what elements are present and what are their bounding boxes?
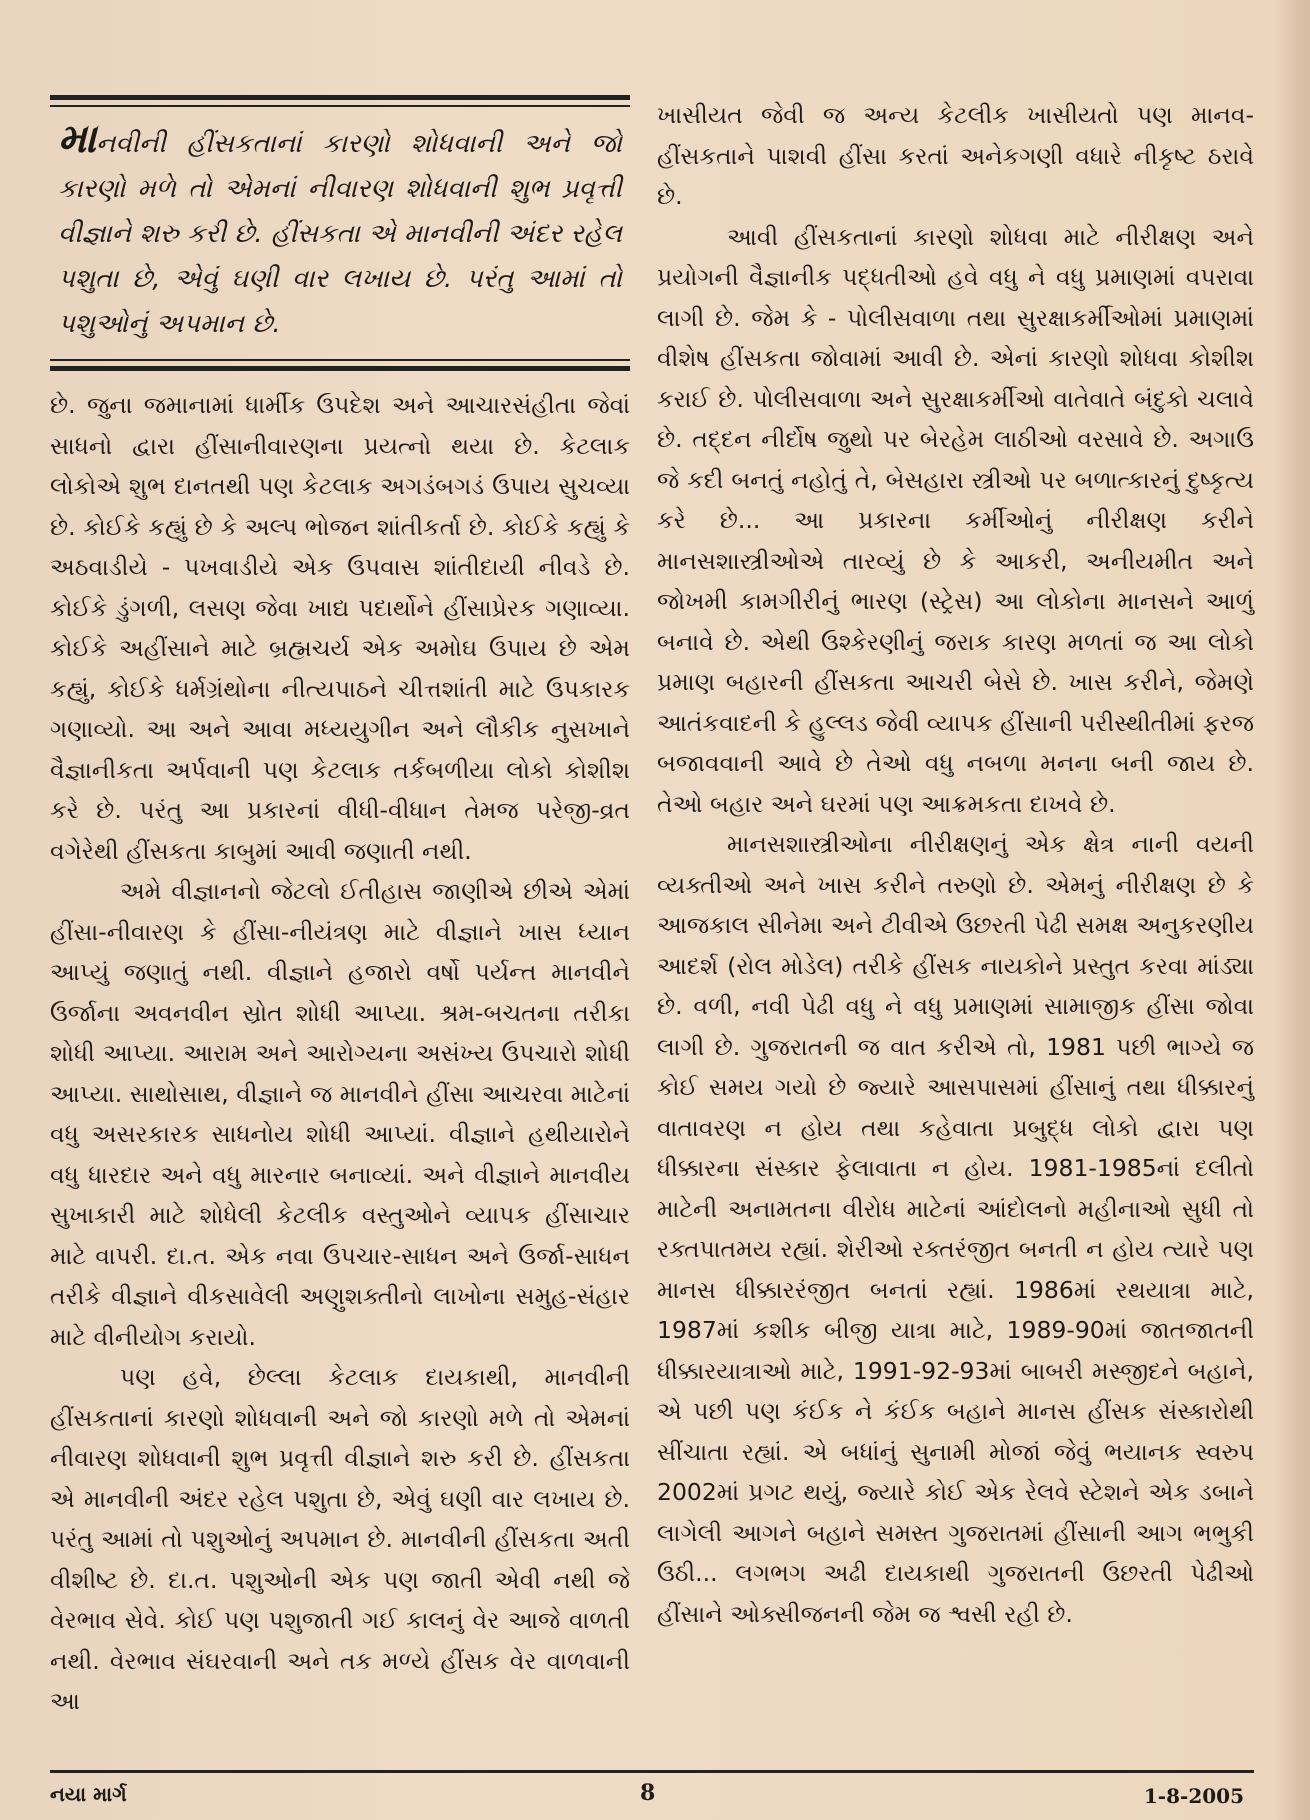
footer-rule bbox=[50, 1770, 1254, 1773]
publication-name: નયા માર્ગ bbox=[50, 1782, 127, 1806]
page-number: 8 bbox=[640, 1780, 656, 1806]
right-column bbox=[657, 95, 1254, 1634]
top-rule-thin bbox=[50, 105, 630, 107]
bottom-rules bbox=[50, 359, 630, 371]
left-paragraph-1: છે. જુના જમાનામાં ધાર્મીક ઉપદેશ અને આચારસંહીતા જેવાં સાધનો દ્વારા હીંસાનીવારણના પ્રયત્નો થયા છે. કેટલાક લોકોએ શુભ દાનતથી પણ કેટલાક અગડંબગડં ઉપાય સુચવ્યા છે. કોઈકે કહ્યું છે કે અલ્પ ભોજન શાંતીકર્તા છે. કોઈકે કહ્યું કે અઠવાડીયે - પખવાડીયે એક ઉપવાસ શાંતીદાયી નીવડે છે. કોઈકે ડુંગળી, લસણ જેવા ખાદ્ય પદાર્થોને હીંસાપ્રેરક ગણાવ્યા. કોઈકે અહીંસાને માટે બ્રહ્મચર્ય એક અમોઘ ઉપાય છે એમ કહ્યું, કોઈકે ધર્મગ્રંથોના નીત્યપાઠને ચીત્તશાંતી માટે ઉપકારક ગણાવ્યો. આ અને આવા મધ્યયુગીન અને લૌકીક નુસખાને વૈજ્ઞાનીકતા અર્પવાની પણ કેટલાક તર્કબળીયા લોકો કોશીશ કરે છે. પરંતુ આ પ્રકારનાં વીધી-વીધાન તેમજ પરેજી-વ્રત વગેરેથી હીંસકતા કાબુમાં આવી જણાતી નથી. bbox=[50, 391, 630, 865]
pullquote-box bbox=[50, 95, 630, 371]
footer bbox=[50, 1776, 1254, 1812]
right-paragraph-3: માનસશાસ્ત્રીઓના નીરીક્ષણનું એક ક્ષેત્ર નાની વયની વ્યક્તીઓ અને ખાસ કરીને તરુણો છે. એમનું નીરીક્ષણ છે કે આજકાલ સીનેમા અને ટીવીએ ઉછરતી પેઢી સમક્ષ અનુકરણીય આદર્શ (રોલ મોડેલ) તરીકે હીંસક નાયકોને પ્રસ્તુત કરવા માંડ્યા છે. વળી, નવી પેઢી વધુ ને વધુ પ્રમાણમાં સામાજીક હીંસા જોવા લાગી છે. ગુજરાતની જ વાત કરીએ તો, 1981 પછી ભાગ્યે જ કોઈ સમય ગયો છે જ્યારે આસપાસમાં હીંસાનું તથા ધીક્કારનું વાતાવરણ ન હોય તથા કહેવાતા પ્રબુદ્ધ લોકો દ્વારા પણ ધીક્કારના સંસ્કાર ફેલાવાતા ન હોય. 1981-1985નાં દલીતો માટેની અનામતના વીરોધ માટેનાં આંદોલનો મહીનાઓ સુધી તો રક્તપાતમય રહ્યાં. શેરીઓ રક્તરંજીત બનતી ન હોય ત્યારે પણ માનસ ધીક્કારરંજીત બનતાં રહ્યાં. 1986માં રથયાત્રા માટે, 1987માં કશીક બીજી યાત્રા માટે, 1989-90માં જાતજાતની ધીક્કારયાત્રાઓ માટે, 1991-92-93માં બાબરી મસ્જીદને બહાને, એ પછી પણ કંઈક ને કંઈક બહાને માનસ હીંસક સંસ્કારોથી સીંચાતા રહ્યાં. એ બધાંનું સુનામી મોજાં જેવું ભયાનક સ્વરુપ 2002માં પ્રગટ થયું, જ્યારે કોઈ એક રેલવે સ્ટેશને એક ડબાને લાગેલી આગને બહાને સમસ્ત ગુજરાતમાં હીંસાની આગ ભભુકી ઉઠી... લગભગ અઢી દાયકાથી ગુજરાતની ઉછરતી પેઢીઓ હીંસાને ઓક્સીજનની જેમ જ શ્વસી રહી છે. bbox=[657, 830, 1254, 1628]
left-column bbox=[50, 95, 630, 1722]
bottom-rule bbox=[50, 366, 630, 371]
left-paragraph-3: પણ હવે, છેલ્લા કેટલાક દાયકાથી, માનવીની હીંસકતાનાં કારણો શોધવાની અને જો કારણો મળે તો એમનાં નીવારણ શોધવાની શુભ પ્રવૃત્તી વીજ્ઞાને શરુ કરી છે. હીંસકતા એ માનવીની અંદર રહેલ પશુતા છે, એવું ઘણી વાર લખાય છે. પરંતુ આમાં તો પશુઓનું અપમાન છે. માનવીની હીંસકતા અતી વીશીષ્ટ છે. દા.ત. પશુઓની એક પણ જાતી એવી નથી જે વેરભાવ સેવે. કોઈ પણ પશુજાતી ગઈ કાલનું વેર આજે વાળતી નથી. વેરભાવ સંઘરવાની અને તક મળ્યે હીંસક વેર વાળવાની આ bbox=[50, 1363, 630, 1715]
right-paragraph-1: ખાસીયત જેવી જ અન્ય કેટલીક ખાસીયતો પણ માનવ-હીંસકતાને પાશવી હીંસા કરતાં અનેકગણી વધારે નીકૃષ્ટ ઠરાવે છે. bbox=[657, 101, 1254, 210]
pullquote-dropcap: મા bbox=[58, 116, 97, 162]
pullquote bbox=[50, 117, 630, 347]
bottom-rule-thin bbox=[50, 359, 630, 361]
issue-date: 1-8-2005 bbox=[1143, 1784, 1244, 1808]
top-rule bbox=[50, 95, 630, 100]
pullquote-text: નવીની હીંસકતાનાં કારણો શોધવાની અને જો કારણો મળે તો એમનાં નીવારણ શોધવાની શુભ પ્રવૃત્તી વીજ્ઞાને શરુ કરી છે. હીંસકતા એ માનવીની અંદર રહેલ પશુતા છે, એવું ઘણી વાર લખાય છે. પરંતુ આમાં તો પશુઓનું અપમાન છે. bbox=[58, 129, 622, 339]
left-body bbox=[50, 385, 630, 1722]
right-paragraph-2: આવી હીંસકતાનાં કારણો શોધવા માટે નીરીક્ષણ અને પ્રયોગની વૈજ્ઞાનીક પદ્ધતીઓ હવે વધુ ને વધુ પ્રમાણમાં વપરાવા લાગી છે. જેમ કે - પોલીસવાળા તથા સુરક્ષાકર્મીઓમાં પ્રમાણમાં વીશેષ હીંસકતા જોવામાં આવી છે. એનાં કારણો શોધવા કોશીશ કરાઈ છે. પોલીસવાળા અને સુરક્ષાકર્મીઓ વાતેવાતે બંદુકો ચલાવે છે. તદ્દન નીર્દોષ જુથો પર બેરહેમ લાઠીઓ વરસાવે છે. અગાઉ જે કદી બનતું નહોતું તે, બેસહારા સ્ત્રીઓ પર બળાત્કારનું દુષ્કૃત્ય કરે છે... આ પ્રકારના કર્મીઓનું નીરીક્ષણ કરીને માનસશાસ્ત્રીઓએ તારવ્યું છે કે આકરી, અનીયમીત અને જોખમી કામગીરીનું ભારણ (સ્ટ્રેસ) આ લોકોના માનસને આળું બનાવે છે. એથી ઉશ્કેરણીનું જરાક કારણ મળતાં જ આ લોકો પ્રમાણ બહારની હીંસકતા આચરી બેસે છે. ખાસ કરીને, જેમણે આતંકવાદની કે હુલ્લડ જેવી વ્યાપક હીંસાની પરીસ્થીતીમાં ફરજ બજાવવાની આવે છે તેઓ વધુ નબળા મનના બની જાય છે. તેઓ બહાર અને ઘરમાં પણ આક્રમકતા દાખવે છે. bbox=[657, 222, 1254, 818]
left-paragraph-2: અમે વીજ્ઞાનનો જેટલો ઈતીહાસ જાણીએ છીએ એમાં હીંસા-નીવારણ કે હીંસા-નીયંત્રણ માટે વીજ્ઞાને ખાસ ધ્યાન આપ્યું જણાતું નથી. વીજ્ઞાને હજારો વર્ષો પર્યન્ત માનવીને ઉર્જાના અવનવીન સ્રોત શોધી આપ્યા. શ્રમ-બચતના તરીકા શોધી આપ્યા. આરામ અને આરોગ્યના અસંખ્ય ઉપચારો શોધી આપ્યા. સાથોસાથ, વીજ્ઞાને જ માનવીને હીંસા આચરવા માટેનાં વધુ અસરકારક સાધનોય શોધી આપ્યાં. વીજ્ઞાને હથીયારોને વધુ ધારદાર અને વધુ મારનાર બનાવ્યાં. અને વીજ્ઞાને માનવીય સુખાકારી માટે શોધેલી કેટલીક વસ્તુઓને વ્યાપક હીંસાચાર માટે વાપરી. દા.ત. એક નવા ઉપચાર-સાધન અને ઉર્જા-સાધન તરીકે વીજ્ઞાને વીકસાવેલી અણુશક્તીનો લાખોના સમુહ-સંહાર માટે વીનીયોગ કરાયો. bbox=[50, 877, 630, 1351]
page-fold-shadow bbox=[1274, 0, 1310, 1820]
